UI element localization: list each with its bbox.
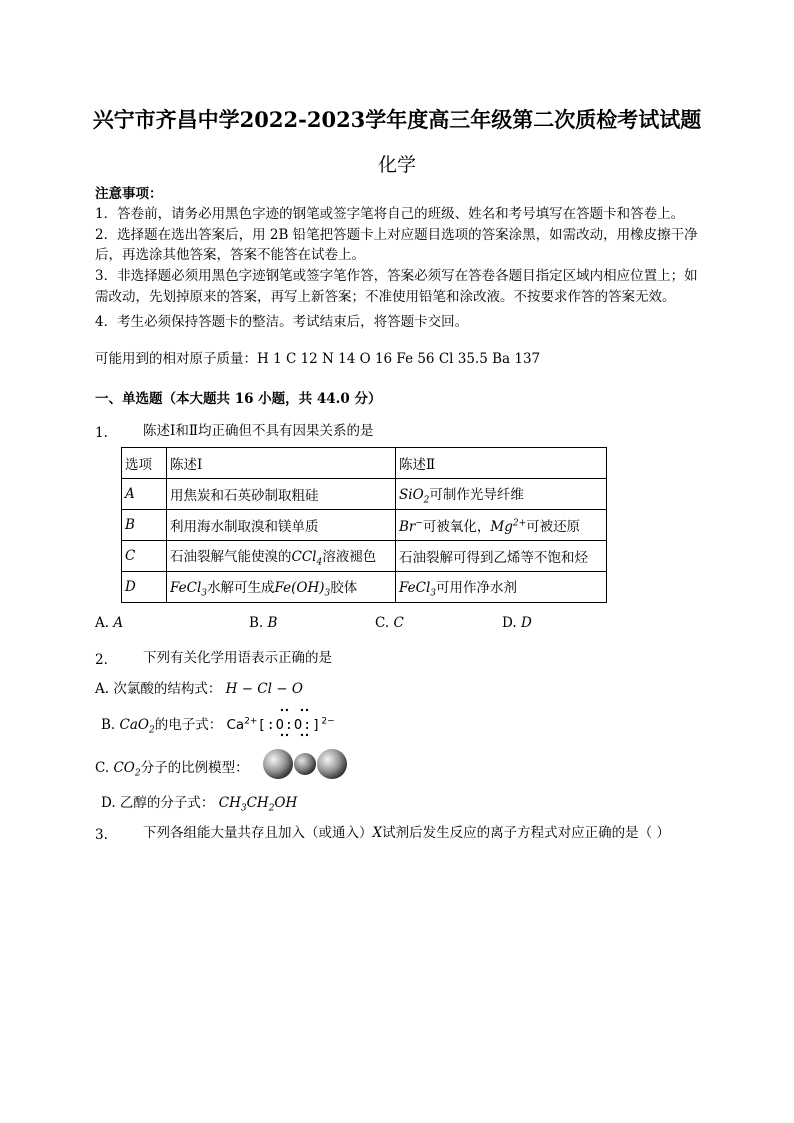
q2-option-d[interactable]	[101, 791, 297, 814]
formula: FeCl	[170, 579, 202, 596]
table-cell: D	[122, 572, 167, 603]
q1-table	[121, 447, 607, 603]
table-cell: 陈述Ⅰ	[167, 448, 396, 479]
subscript: 2	[268, 803, 275, 814]
subscript: 3	[240, 803, 247, 814]
option-text: 分子的比例模型：	[140, 760, 249, 776]
notice-item-4: 4．考生必须保持答题卡的整洁。考试结束后，将答题卡交回。	[95, 314, 469, 330]
option-text: 的电子式：	[154, 717, 223, 733]
subscript: 3	[324, 588, 331, 599]
table-cell	[167, 541, 396, 572]
table-cell	[396, 510, 607, 541]
oxygen-atom	[317, 749, 347, 779]
option-value: D	[520, 615, 532, 631]
section-heading: 一、单选题（本大题共 16 小题，共 44.0 分）	[95, 391, 382, 407]
table-cell: C	[122, 541, 167, 572]
subscript: 4	[316, 557, 323, 568]
table-cell: A	[122, 479, 167, 510]
option-label: A. 次氯酸的结构式：	[95, 681, 222, 697]
option-label: C.	[95, 760, 114, 776]
subscript: 2	[423, 495, 430, 506]
table-cell: 用焦炭和石英砂制取粗硅	[167, 479, 396, 510]
table-cell: 石油裂解可得到乙烯等不饱和烃	[396, 541, 607, 572]
text: 水解可生成	[207, 579, 275, 596]
option-label: A.	[95, 615, 110, 631]
q1-stem: 陈述Ⅰ和Ⅱ均正确但不具有因果关系的是	[143, 423, 374, 439]
option-value: C	[393, 615, 404, 631]
formula: Br	[399, 519, 416, 535]
formula: SiO	[399, 486, 424, 503]
table-header-row	[122, 448, 607, 479]
notice-item-2a: 2．选择题在选出答案后，用 2B 铅笔把答题卡上对应题目选项的答案涂黑，如需改动，用橡皮擦干净	[95, 227, 698, 243]
table-cell: 选项	[122, 448, 167, 479]
text: 溶液褪色	[322, 548, 377, 565]
text: 可制作光导纤维	[429, 486, 524, 503]
formula: Mg	[490, 519, 513, 535]
q1-option-b[interactable]	[249, 615, 277, 631]
text: 可被氧化，	[422, 519, 491, 535]
formula: FeCl	[399, 579, 431, 596]
formula: X	[372, 825, 383, 841]
subscript: 2	[134, 768, 141, 779]
notice-heading: 注意事项：	[95, 186, 163, 202]
atomic-masses: 可能用到的相对原子质量：H 1 C 12 N 14 O 16 Fe 56 Cl 35.5 Ba 137	[95, 351, 541, 367]
subscript: 3	[430, 588, 436, 599]
stem-text: 试剂后发生反应的离子方程式对应正确的是（ ）	[382, 825, 670, 841]
notice-item-2b: 后，再选涂其他答案，答案不能答在试卷上。	[95, 247, 365, 263]
notice-item-1: 1．答卷前，请务必用黑色字迹的钢笔或签字笔将自己的班级、姓名和考号填写在答题卡和答卷上。	[95, 206, 685, 222]
formula: CH	[218, 795, 241, 811]
notice-item-3a: 3．非选择题必须用黑色字迹钢笔或签字笔作答，答案必须写在答卷各题目指定区域内相应位置上；如	[95, 268, 698, 284]
option-label: D. 乙醇的分子式：	[101, 795, 215, 811]
text: 可被还原	[526, 519, 581, 535]
table-row	[122, 572, 607, 603]
table-row	[122, 479, 607, 510]
text: 可用作净水剂	[436, 579, 517, 596]
stem-text: 下列各组能大量共存且加入（或通入）	[143, 825, 373, 841]
ion-formula: Ca	[226, 717, 245, 733]
option-value: A	[113, 615, 124, 631]
carbon-atom	[294, 753, 316, 775]
table-cell: 利用海水制取溴和镁单质	[167, 510, 396, 541]
co2-space-filling-model	[262, 748, 350, 780]
formula: Fe(OH)	[274, 579, 325, 596]
oxygen-atom	[263, 749, 293, 779]
table-cell	[396, 572, 607, 603]
q3-number: 3.	[95, 827, 108, 843]
q3-stem	[143, 823, 670, 843]
electron-dots-graphic	[270, 708, 330, 740]
formula: CCl	[291, 548, 317, 565]
exam-subject: 化学	[377, 154, 416, 176]
table-cell	[167, 572, 396, 603]
superscript: −	[415, 518, 423, 529]
superscript: 2+	[244, 716, 258, 727]
electron-dot-formula: [:O:O:]	[257, 717, 322, 733]
superscript: 2+	[512, 518, 527, 529]
notice-item-3b: 需改动，先划掉原来的答案，再写上新答案；不准使用铅笔和涂改液。不按要求作答的答案无效。	[95, 289, 676, 305]
option-label: D.	[502, 615, 517, 631]
q1-option-c[interactable]	[375, 615, 404, 631]
q1-number: 1.	[95, 425, 108, 441]
text: 石油裂解气能使溴的	[170, 548, 292, 565]
q2-stem: 下列有关化学用语表示正确的是	[143, 650, 332, 666]
formula: OH	[274, 795, 298, 811]
q1-option-a[interactable]	[95, 615, 123, 631]
q1-option-d[interactable]	[502, 615, 532, 631]
table-row	[122, 510, 607, 541]
table-cell: B	[122, 510, 167, 541]
q2-option-c[interactable]	[95, 756, 249, 779]
text: 胶体	[330, 579, 358, 596]
option-value: B	[267, 615, 278, 631]
q2-number: 2.	[95, 652, 108, 668]
formula: H − Cl − O	[225, 681, 303, 697]
q2-option-a[interactable]	[95, 677, 303, 697]
formula: CO	[113, 760, 135, 776]
option-label: B.	[249, 615, 264, 631]
option-label: C.	[375, 615, 390, 631]
table-cell: 陈述Ⅱ	[396, 448, 607, 479]
formula: CaO	[119, 717, 149, 733]
superscript: 2−	[321, 716, 335, 727]
subscript: 2	[148, 725, 155, 736]
exam-title: 兴宁市齐昌中学2022-2023学年度高三年级第二次质检考试试题	[92, 107, 702, 132]
formula: CH	[246, 795, 269, 811]
subscript: 3	[201, 588, 207, 599]
option-label: B.	[101, 717, 120, 733]
table-row	[122, 541, 607, 572]
table-cell	[396, 479, 607, 510]
